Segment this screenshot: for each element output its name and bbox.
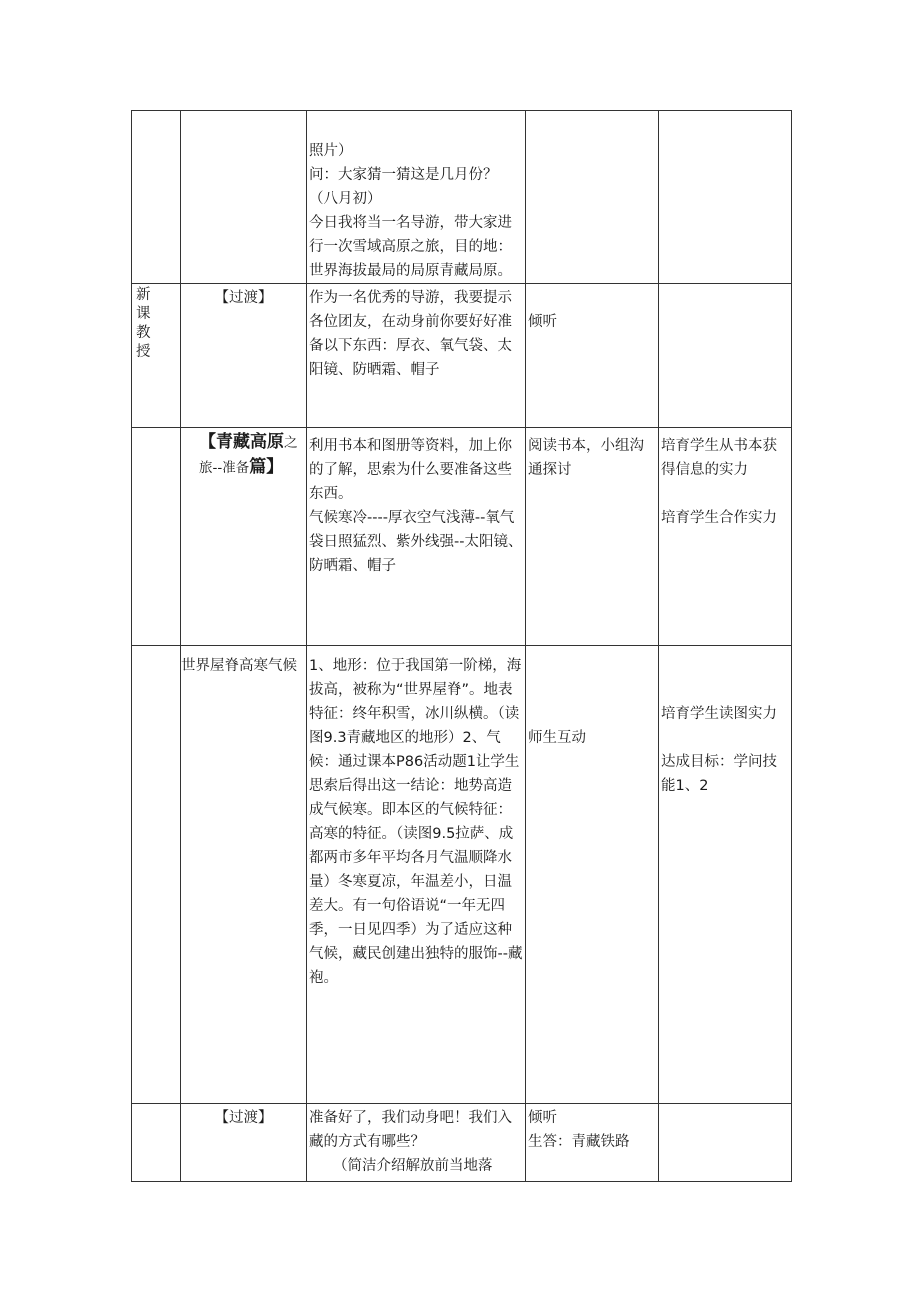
- step-cell: [181, 646, 307, 1104]
- step-label: 【青藏高原之旅--准备篇】: [199, 432, 298, 477]
- teacher-text: 今日我将当一名导游，带大家进行一次雪域高原之旅，目的地：世界海拔最局的局原青藏局原。: [309, 215, 512, 279]
- step-cell: [181, 284, 307, 428]
- student-activity-cell: [526, 428, 659, 646]
- teacher-text: 1、地形：位于我国第一阶梯，海拔高，被称为“世界屋脊”。地表特征：终年积雪，冰川纵横。（读图9.3青藏地区的地形）2、气候：通过课本P86活动题1让学生思索后得出这一结论：地势高造成气候寒。即本区的气候特征：高寒的特征。（读图9.5拉萨、成都两市多年平均各月气温顺降水量）冬寒夏凉，年温差小，日温差大。有一句俗语说“一年无四季，一日见四季）为了适应这种气候，藏民创建出独特的服饰--藏袍。: [309, 658, 523, 986]
- step-label: 【过渡】: [214, 1110, 273, 1126]
- goal-text: 达成目标：学问技能1、2: [661, 754, 777, 794]
- teacher-text: 利用书本和图册等资料，加上你的了解，思索为什么要准备这些东西。: [309, 438, 512, 502]
- teacher-activity-cell: [307, 646, 526, 1104]
- step-cell: [181, 1104, 307, 1182]
- section-cell: [132, 1104, 181, 1182]
- student-text: 倾听: [528, 314, 557, 330]
- section-cell: [132, 428, 181, 646]
- student-activity-cell: [526, 284, 659, 428]
- teacher-text: 照片）: [309, 143, 353, 159]
- goal-cell: [659, 284, 792, 428]
- teacher-text: （八月初）: [309, 191, 382, 207]
- teacher-activity-cell: [307, 1104, 526, 1182]
- teacher-text: 准备好了，我们动身吧！我们入藏的方式有哪些？: [309, 1110, 512, 1150]
- student-text: 生答：青藏铁路: [528, 1134, 630, 1150]
- step-cell: [181, 428, 307, 646]
- teacher-text: （简洁介绍解放前当地落: [333, 1158, 493, 1174]
- table-row: [132, 646, 792, 1104]
- goal-cell: [659, 646, 792, 1104]
- step-label: 世界屋脊高寒气候: [181, 658, 297, 674]
- student-activity-cell: [526, 1104, 659, 1182]
- goal-text: 培育学生读图实力: [661, 706, 777, 722]
- student-text: 倾听: [528, 1110, 557, 1126]
- goal-cell: [659, 428, 792, 646]
- goal-cell: [659, 1104, 792, 1182]
- student-activity-cell: [526, 646, 659, 1104]
- teacher-text: 问：大家猜一猜这是几月份？: [309, 167, 498, 183]
- step-label-bold: 青藏高原: [216, 432, 284, 452]
- goal-text: 培育学生合作实力: [661, 510, 777, 526]
- section-cell: [132, 284, 181, 428]
- student-activity-cell: [526, 111, 659, 284]
- goal-text: 培育学生从书本获得信息的实力: [661, 438, 777, 478]
- teacher-activity-cell: [307, 284, 526, 428]
- lesson-plan-table: [131, 110, 792, 1182]
- section-cell: [132, 111, 181, 284]
- section-cell: [132, 646, 181, 1104]
- teacher-text: 气候寒冷----厚衣空气浅薄--氧气袋日照猛烈、紫外线强--太阳镜、防晒霜、帽子: [309, 510, 523, 574]
- step-cell: [181, 111, 307, 284]
- table-row: [132, 1104, 792, 1182]
- student-text: 阅读书本，小组沟通探讨: [528, 438, 644, 478]
- table-row: [132, 111, 792, 284]
- teacher-text: 作为一名优秀的导游，我要提示各位团友，在动身前你要好好准备以下东西：厚衣、氧气袋、太阳镜、防晒霜、帽子: [309, 290, 512, 378]
- teacher-activity-cell: [307, 428, 526, 646]
- step-label: 【过渡】: [214, 290, 273, 306]
- table-row: [132, 284, 792, 428]
- student-text: 师生互动: [528, 730, 586, 746]
- section-label: 新课教授: [136, 287, 151, 360]
- table-row: [132, 428, 792, 646]
- goal-cell: [659, 111, 792, 284]
- teacher-activity-cell: [307, 111, 526, 284]
